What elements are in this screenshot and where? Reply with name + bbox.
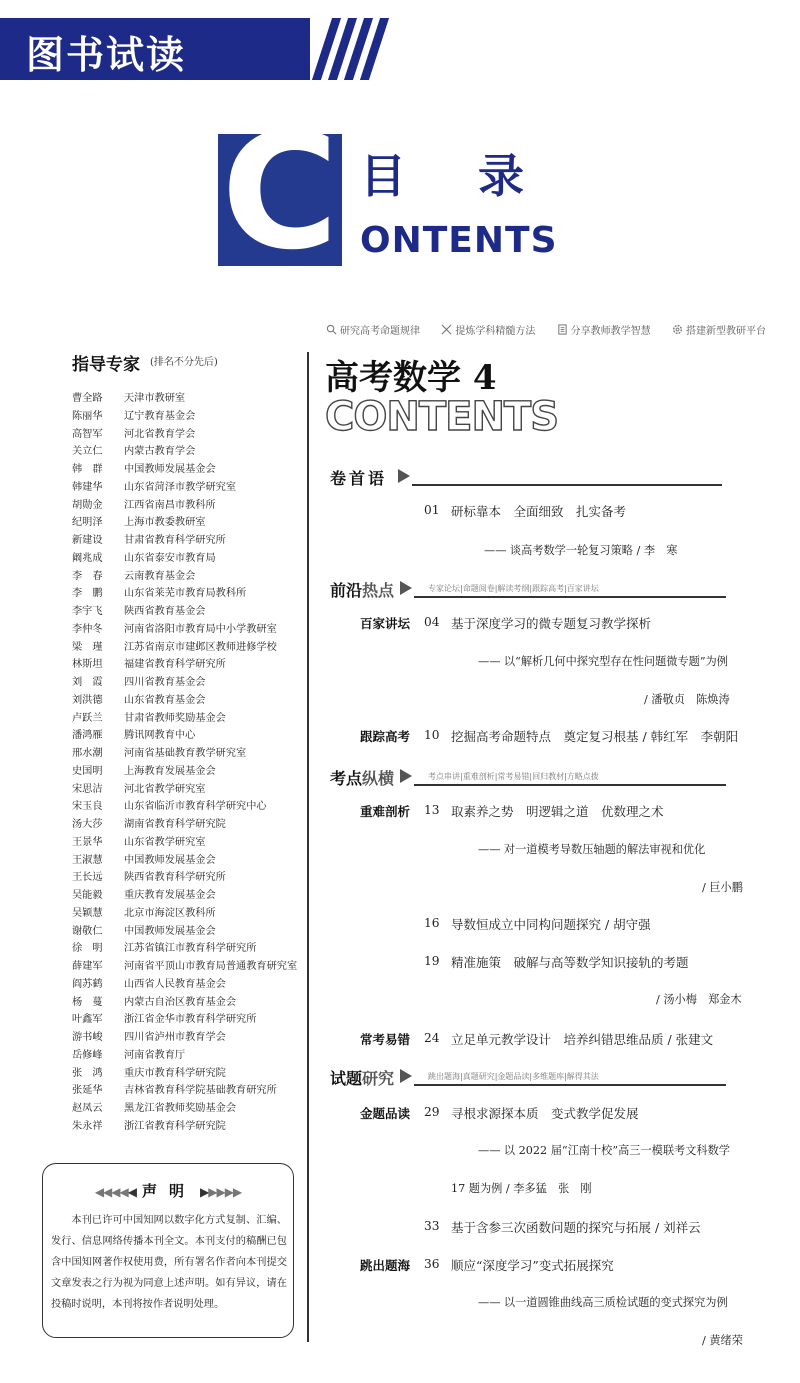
section-title: 前沿热点 [330, 581, 395, 600]
expert-name: 高智军 [72, 428, 103, 440]
article-subtitle: —— 以一道圆锥曲线高三质检试题的变式探究为例 [478, 1296, 728, 1309]
article-author: / 黄绪荣 [702, 1334, 743, 1347]
arrow-icon [400, 581, 412, 595]
expert-name: 王长远 [72, 872, 103, 884]
article-title: 基于含参三次函数问题的探究与拓展 / 刘祥云 [451, 1220, 701, 1235]
expert-row [72, 532, 312, 550]
contents-word: ONTENTS [360, 220, 558, 261]
column-name: 金题品读 [360, 1106, 411, 1121]
expert-organization: 河北省教学研究室 [124, 783, 206, 795]
column-name: 常考易错 [360, 1032, 411, 1047]
expert-name: 游书峻 [72, 1032, 103, 1043]
section-header [330, 466, 722, 490]
expert-organization: 辽宁教育基金会 [124, 410, 196, 422]
experts-list [72, 390, 312, 1136]
expert-name: 曹全路 [72, 393, 103, 404]
expert-row [72, 958, 312, 976]
expert-name: 关立仁 [72, 446, 103, 458]
expert-organization: 腾讯网教育中心 [124, 730, 196, 742]
section-title: 试题研究 [330, 1069, 395, 1088]
page-number: 10 [424, 728, 440, 742]
expert-row [72, 585, 312, 603]
expert-row [72, 816, 312, 834]
expert-name: 刘 霞 [72, 677, 103, 688]
expert-name: 宋思洁 [72, 783, 103, 795]
expert-name: 林斯坦 [72, 659, 103, 671]
expert-name: 纪明泽 [72, 517, 103, 529]
slogan: 提炼学科精髓方法 [441, 322, 535, 337]
expert-row [72, 763, 312, 781]
expert-name: 陈丽华 [72, 410, 103, 422]
expert-name: 阎苏鹤 [72, 978, 103, 990]
expert-row [72, 940, 312, 958]
expert-name: 张 鸿 [72, 1067, 103, 1079]
expert-organization: 云南教育基金会 [124, 570, 196, 582]
experts-note: (排名不分先后) [150, 357, 218, 368]
section-line [414, 1084, 726, 1086]
article-title: 研标靠本 全面细致 扎实备考 [451, 504, 627, 519]
expert-row [72, 461, 312, 479]
tools-icon [441, 324, 452, 335]
article-subtitle: —— 对一道模考导数压轴题的解法审视和优化 [478, 843, 706, 856]
expert-row [72, 390, 312, 408]
section-line [414, 596, 726, 598]
article-subtitle: 17 题为例 / 李多猛 张 刚 [451, 1182, 592, 1195]
contents-c-block [218, 98, 342, 285]
page-number: 36 [424, 1257, 440, 1271]
expert-name: 谢敬仁 [72, 925, 103, 937]
expert-organization: 中国教师发展基金会 [124, 464, 216, 475]
section-title: 考点纵横 [330, 769, 395, 788]
article-title: 取素养之势 明逻辑之道 优数理之术 [451, 804, 664, 819]
expert-organization: 江西省南昌市教科所 [124, 499, 216, 511]
expert-organization: 江苏省镇江市教育科学研究所 [124, 943, 257, 955]
expert-row [72, 639, 312, 657]
article-subtitle: —— 以“解析几何中探究型存在性问题微专题”为例 [478, 655, 728, 668]
section-subtitle: 专家论坛|命题阅卷|解读考纲|跟踪高考|百家讲坛 [428, 584, 599, 593]
banner [0, 18, 310, 80]
article-author: / 潘敬贞 陈焕涛 [644, 693, 730, 706]
section-title: 卷首语 [330, 469, 388, 488]
expert-row [72, 656, 312, 674]
expert-organization: 浙江省教育科学研究院 [124, 1120, 226, 1132]
expert-name: 李宇飞 [72, 606, 103, 617]
expert-name: 张延华 [72, 1085, 103, 1097]
expert-organization: 重庆市教育科学研究院 [124, 1067, 226, 1079]
expert-name: 阚兆成 [72, 552, 103, 564]
page-number: 24 [424, 1031, 440, 1045]
expert-name: 卢跃兰 [72, 712, 103, 724]
column-name: 重难剖析 [360, 804, 411, 819]
expert-name: 潘鸿雁 [72, 730, 103, 742]
expert-row [72, 479, 312, 497]
article-title: 基于深度学习的微专题复习教学探析 [451, 616, 652, 631]
expert-organization: 北京市海淀区教科所 [124, 907, 216, 919]
expert-row [72, 976, 312, 994]
page-number: 29 [424, 1105, 440, 1119]
expert-row [72, 603, 312, 621]
expert-organization: 福建省教育科学研究所 [124, 659, 226, 671]
expert-name: 汤大莎 [72, 819, 103, 830]
expert-organization: 上海市教委教研室 [124, 517, 206, 529]
expert-name: 王淑慧 [72, 854, 103, 866]
expert-name: 徐 明 [72, 943, 103, 955]
slogan: 研究高考命题规律 [326, 322, 420, 337]
expert-row [72, 514, 312, 532]
expert-organization: 江苏省南京市建邺区教师进修学校 [124, 641, 277, 653]
expert-name: 李 鹏 [72, 588, 103, 600]
expert-organization: 四川省教育基金会 [124, 677, 206, 688]
expert-organization: 上海教育发展基金会 [124, 765, 216, 777]
expert-row [72, 834, 312, 852]
page-number: 13 [424, 803, 440, 817]
expert-organization: 中国教师发展基金会 [124, 854, 216, 866]
expert-row [72, 869, 312, 887]
section-line [414, 784, 726, 786]
column-name: 跟踪高考 [360, 729, 411, 744]
section-header [330, 578, 726, 602]
expert-name: 岳修峰 [72, 1049, 103, 1061]
expert-organization: 中国教师发展基金会 [124, 925, 216, 937]
expert-organization: 河南省洛阳市教育局中小学教研室 [124, 623, 277, 635]
expert-name: 韩 群 [72, 464, 103, 475]
expert-row [72, 443, 312, 461]
expert-name: 史国明 [72, 765, 103, 777]
expert-name: 叶鑫军 [72, 1014, 103, 1026]
expert-row [72, 621, 312, 639]
expert-organization: 湖南省教育科学研究院 [124, 819, 226, 830]
expert-row [72, 727, 312, 745]
expert-name: 梁 瑾 [72, 641, 103, 653]
expert-name: 杨 蔓 [72, 996, 103, 1008]
expert-name: 刘洪德 [72, 694, 103, 706]
expert-row [72, 1011, 312, 1029]
journal-contents-word: CONTENTS [325, 394, 559, 440]
expert-name: 王景华 [72, 836, 103, 848]
journal-title: 高考数学 4 [325, 358, 497, 398]
arrow-icon [400, 1069, 412, 1083]
expert-row [72, 745, 312, 763]
section-subtitle: 考点串讲|重难剖析|常考易错|回归教材|方略点拨 [428, 772, 599, 781]
statement-title: 声明 [141, 1182, 196, 1200]
expert-name: 李 春 [72, 570, 103, 582]
expert-name: 李仲冬 [72, 623, 103, 635]
article-title: 精准施策 破解与高等数学知识接轨的考题 [451, 955, 689, 970]
expert-organization: 重庆教育发展基金会 [124, 890, 216, 901]
expert-name: 韩建华 [72, 481, 103, 493]
expert-row [72, 550, 312, 568]
statement-header: ◀◀◀◀◀ 声明 ▶▶▶▶▶ [94, 1182, 242, 1200]
contents-title: 目录 [360, 149, 596, 203]
expert-organization: 山西省人民教育基金会 [124, 978, 226, 990]
page-number: 33 [424, 1219, 440, 1233]
expert-organization: 甘肃省教育科学研究所 [124, 535, 226, 546]
article-title: 寻根求源探本质 变式教学促发展 [451, 1106, 639, 1121]
banner-title: 图书试读 [26, 33, 187, 77]
expert-name: 吴能毅 [72, 890, 103, 901]
statement-box [42, 1163, 294, 1338]
article-author: / 巨小鹏 [702, 881, 743, 894]
expert-organization: 内蒙古自治区教育基金会 [124, 996, 237, 1008]
column-name: 百家讲坛 [360, 616, 411, 631]
expert-name: 胡勋金 [72, 499, 103, 511]
expert-row [72, 692, 312, 710]
search-icon [326, 324, 337, 335]
expert-row [72, 1082, 312, 1100]
page-number: 16 [424, 916, 440, 930]
expert-row [72, 1029, 312, 1047]
expert-row [72, 1065, 312, 1083]
expert-organization: 山东省教学研究室 [124, 836, 206, 848]
column-divider [307, 352, 309, 1342]
expert-organization: 天津市教研室 [124, 393, 186, 404]
expert-name: 赵凤云 [72, 1103, 103, 1114]
statement-body: 本刊已许可中国知网以数字化方式复制、汇编、发行、信息网络传播本刊全文。本刊支付的稿酬已包含中国知网著作权使用费，所有署名作者向本刊提交文章发表之行为视为同意上述声明。如有异议，请在投稿时说明，本刊将按作者说明处理。 [51, 1215, 287, 1310]
expert-row [72, 710, 312, 728]
article-title: 顺应“深度学习”变式拓展探究 [451, 1258, 614, 1273]
expert-name: 朱永祥 [72, 1120, 103, 1132]
expert-row [72, 497, 312, 515]
expert-name: 宋玉良 [72, 801, 103, 813]
article-subtitle: —— 谈高考数学一轮复习策略 / 李 寒 [484, 544, 678, 557]
expert-organization: 甘肃省教师奖励基金会 [124, 712, 226, 724]
expert-row [72, 923, 312, 941]
expert-row [72, 1100, 312, 1118]
expert-organization: 内蒙古教育学会 [124, 446, 196, 458]
expert-row [72, 905, 312, 923]
expert-organization: 山东省临沂市教育科学研究中心 [124, 801, 267, 813]
article-title: 立足单元教学设计 培养纠错思维品质 / 张建文 [451, 1032, 714, 1047]
article-title: 挖掘高考命题特点 奠定复习根基 / 韩红军 李朝阳 [451, 729, 739, 744]
expert-organization: 山东省泰安市教育局 [124, 552, 216, 564]
expert-organization: 陕西省教育基金会 [124, 606, 206, 617]
arrow-icon [398, 469, 410, 483]
section-line [412, 484, 722, 486]
expert-row [72, 994, 312, 1012]
article-title: 导数恒成立中同构问题探究 / 胡守强 [451, 917, 651, 932]
expert-row [72, 798, 312, 816]
expert-name: 邢水潮 [72, 748, 103, 759]
expert-organization: 浙江省金华市教育科学研究所 [124, 1014, 257, 1026]
expert-organization: 四川省泸州市教育学会 [124, 1032, 226, 1043]
expert-organization: 山东省教育基金会 [124, 694, 206, 706]
expert-row [72, 674, 312, 692]
section-subtitle: 跳出题海|真题研究|金题品读|多维题库|解得其法 [428, 1072, 599, 1081]
article-author: / 汤小梅 郑金木 [656, 993, 742, 1006]
expert-row [72, 1118, 312, 1136]
section-header [330, 766, 726, 790]
expert-organization: 河南省平顶山市教育局普通教育研究室 [124, 961, 298, 972]
expert-organization: 河北省教育学会 [124, 428, 196, 440]
slogan: 分享教师教学智慧 [557, 322, 651, 337]
expert-name: 吴颖慧 [72, 907, 103, 919]
expert-row [72, 408, 312, 426]
page-number: 01 [424, 503, 440, 517]
experts-title: 指导专家 [72, 355, 140, 375]
expert-organization: 山东省莱芜市教育局教科所 [124, 588, 247, 600]
expert-name: 薛建军 [72, 961, 103, 972]
contents-c-letter: C [221, 98, 339, 285]
expert-organization: 山东省菏泽市教学研究室 [124, 481, 237, 493]
expert-row [72, 781, 312, 799]
column-name: 跳出题海 [360, 1258, 411, 1273]
expert-organization: 陕西省教育科学研究所 [124, 872, 226, 884]
expert-organization: 河南省教育厅 [124, 1049, 186, 1061]
expert-organization: 黑龙江省教师奖励基金会 [124, 1103, 237, 1114]
page-number: 04 [424, 615, 440, 629]
expert-row [72, 1047, 312, 1065]
expert-name: 新建设 [72, 535, 103, 546]
expert-organization: 河南省基础教育教学研究室 [124, 748, 247, 759]
expert-organization: 吉林省教育科学院基础教育研究所 [124, 1085, 277, 1097]
article-subtitle: —— 以 2022 届“江南十校”高三一模联考文科数学 [478, 1144, 730, 1157]
expert-row [72, 568, 312, 586]
expert-row [72, 887, 312, 905]
arrow-icon [400, 769, 412, 783]
section-header [330, 1066, 726, 1090]
expert-row [72, 852, 312, 870]
page-number: 19 [424, 954, 440, 968]
slogan-bar [326, 322, 766, 337]
document-icon [557, 324, 568, 335]
gear-icon [672, 324, 683, 335]
slogan: 搭建新型教研平台 [672, 322, 766, 337]
expert-row [72, 426, 312, 444]
